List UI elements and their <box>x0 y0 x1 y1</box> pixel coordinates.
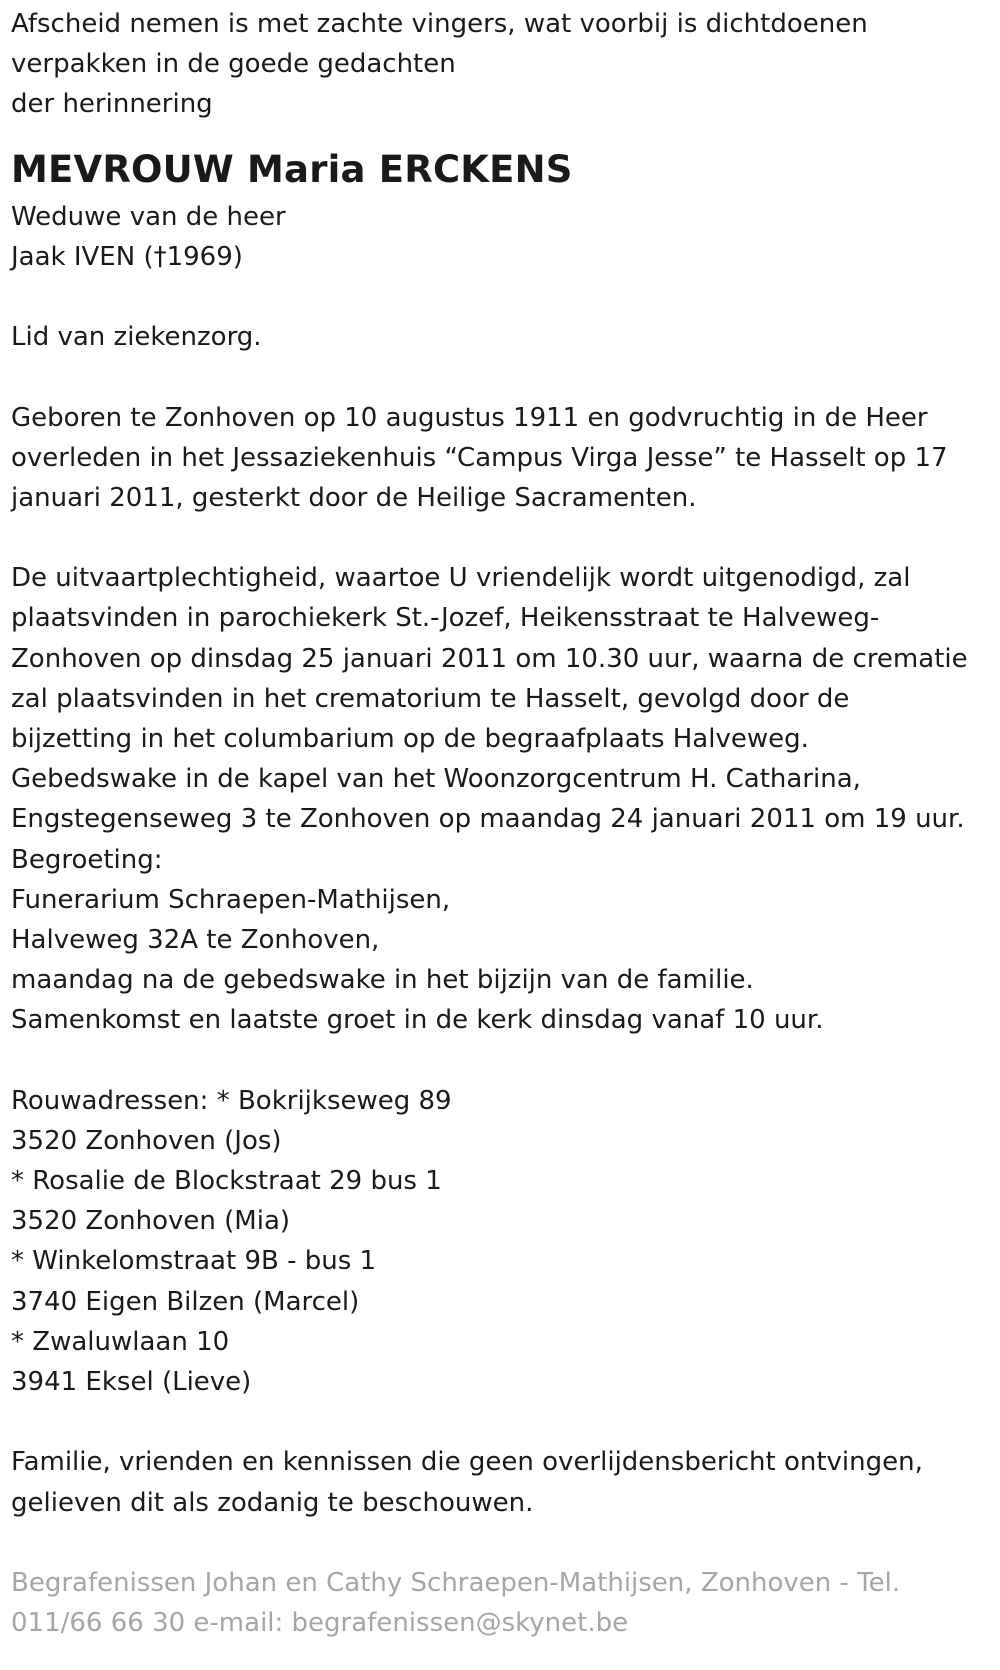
deceased-name: MEVROUW Maria ERCKENS <box>11 147 573 191</box>
paragraph-line: Engstegenseweg 3 te Zonhoven op maandag 24 januari 2011 om 19 uur. <box>11 804 965 835</box>
paragraph-line: Zonhoven op dinsdag 25 januari 2011 om 10.30 uur, waarna de crematie <box>11 643 968 674</box>
widow-of: Weduwe van de heer <box>11 201 286 232</box>
paragraph-line: Gebedswake in de kapel van het Woonzorgcentrum H. Catharina, <box>11 764 861 795</box>
address-line: * Winkelomstraat 9B - bus 1 <box>11 1246 377 1277</box>
paragraph-line: Samenkomst en laatste groet in de kerk dinsdag vanaf 10 uur. <box>11 1005 824 1036</box>
motto <box>11 4 988 125</box>
address-line: 3520 Zonhoven (Jos) <box>11 1125 282 1156</box>
birth-death-paragraph <box>11 398 988 519</box>
motto-line: Afscheid nemen is met zachte vingers, wat voorbij is dichtdoenen <box>11 9 868 39</box>
paragraph-line: overleden in het Jessaziekenhuis “Campus Virga Jesse” te Hasselt op 17 <box>11 442 948 473</box>
paragraph-line: gelieven dit als zodanig te beschouwen. <box>11 1487 534 1518</box>
spacer <box>11 1523 988 1563</box>
paragraph-line: Geboren te Zonhoven op 10 augustus 1911 en godvruchtig in de Heer <box>11 402 928 433</box>
paragraph-line: bijzetting in het columbarium op de begraafplaats Halveweg. <box>11 724 809 754</box>
spacer <box>11 1041 988 1081</box>
paragraph-line: zal plaatsvinden in het crematorium te Hasselt, gevolgd door de <box>11 683 850 714</box>
address-line: Rouwadressen: * Bokrijkseweg 89 <box>11 1085 452 1116</box>
funeral-home-footer <box>11 1563 988 1643</box>
paragraph-line: plaatsvinden in parochiekerk St.-Jozef, Heikensstraat te Halveweg- <box>11 603 880 634</box>
motto-line: der herinnering <box>11 89 213 120</box>
paragraph-line: Familie, vrienden en kennissen die geen overlijdensbericht ontvingen, <box>11 1447 923 1478</box>
address-line: * Rosalie de Blockstraat 29 bus 1 <box>11 1166 442 1197</box>
membership: Lid van ziekenzorg. <box>11 322 262 353</box>
spouse-name: Jaak IVEN (†1969) <box>11 241 243 272</box>
paragraph-line: maandag na de gebedswake in het bijzijn van de familie. <box>11 965 754 996</box>
address-line: * Zwaluwlaan 10 <box>11 1326 230 1357</box>
footer-line: Begrafenissen Johan en Cathy Schraepen-Mathijsen, Zonhoven - Tel. <box>11 1567 901 1598</box>
notice-paragraph <box>11 1442 988 1522</box>
address-line: 3941 Eksel (Lieve) <box>11 1367 252 1397</box>
address-line: 3520 Zonhoven (Mia) <box>11 1206 291 1237</box>
spacer <box>11 277 988 317</box>
paragraph-line: januari 2011, gesterkt door de Heilige Sacramenten. <box>11 482 697 513</box>
paragraph-line: Funerarium Schraepen-Mathijsen, <box>11 884 451 915</box>
spacer <box>11 1402 988 1442</box>
motto-line: verpakken in de goede gedachten <box>11 49 456 80</box>
mourning-addresses <box>11 1081 988 1403</box>
address-line: 3740 Eigen Bilzen (Marcel) <box>11 1286 360 1317</box>
spacer <box>11 357 988 397</box>
footer-line: 011/66 66 30 e-mail: begrafenissen@skynet.be <box>11 1608 629 1639</box>
paragraph-line: De uitvaartplechtigheid, waartoe U vriendelijk wordt uitgenodigd, zal <box>11 563 911 594</box>
paragraph-line: Begroeting: <box>11 844 163 875</box>
spacer <box>11 518 988 558</box>
ceremony-paragraph <box>11 558 988 1040</box>
paragraph-line: Halveweg 32A te Zonhoven, <box>11 924 380 955</box>
